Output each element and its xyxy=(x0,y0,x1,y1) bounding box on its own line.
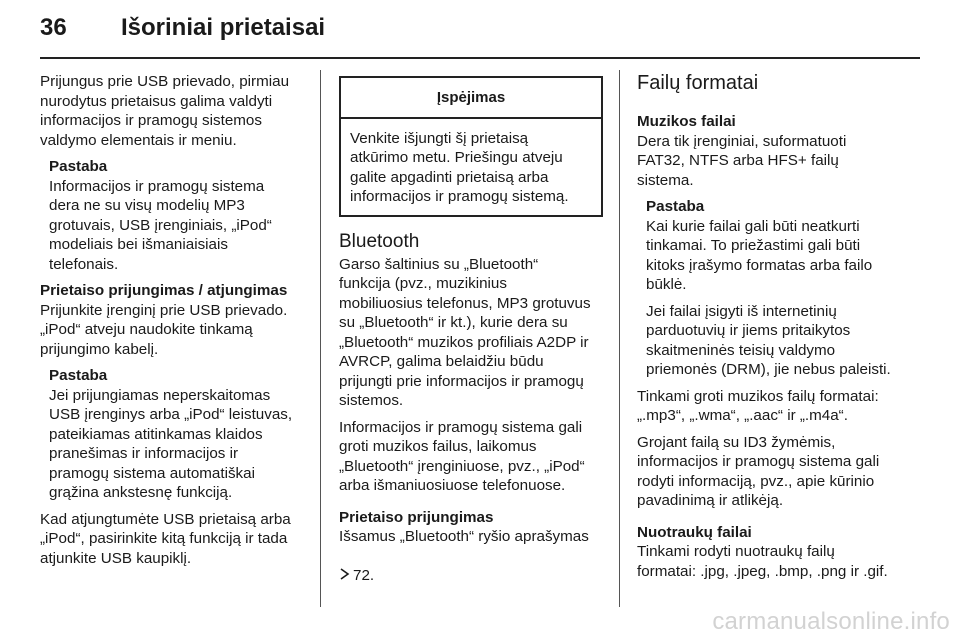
usb-intro-text: Prijungus prie USB prievado, pirmiau nurodytus prietaisus galima valdyti informacijos ir pramogų sistemos valdymo elementais ir meniu. xyxy=(40,73,290,149)
warning-text: Venkite išjungti šį prietaisą atkūrimo metu. Priešingu atveju galite apgadinti prietaisą arba informacijos ir pramogų sistemą. xyxy=(350,129,569,205)
note-title: Pastaba xyxy=(49,367,108,384)
note-box-1 xyxy=(49,157,312,274)
page-number: 36 xyxy=(40,14,67,41)
note-text: Informacijos ir pramogų sistema dera ne su visų modelių MP3 grotuvais, USB įrenginiais, „iPod“ modeliais bei išmaniaisiais telefonais. xyxy=(49,177,272,273)
connect-subheading: Prietaiso prijungimas / atjungimas xyxy=(40,282,288,299)
page-reference-arrow-icon xyxy=(339,566,353,586)
bluetooth-text-1: Garso šaltinius su „Bluetooth“ funkcija (pvz., muzikinius mobiliuosius telefonus, MP3 grotuvus su „Bluetooth“ ir kt.), kurie dera su „Bluetooth“ muzikos profiliais A2DP ir AVRCP, galima belaidžiu būdu prijungti prie informacijos ir pramogų sistemos. xyxy=(339,255,591,409)
note-text-1: Kai kurie failai gali būti neatkurti tinkamai. To priežastimi gali būti kitoks įrašymo formatas arba failo būklė. xyxy=(646,217,873,293)
column-1 xyxy=(40,72,312,575)
chapter-title: Išoriniai prietaisai xyxy=(121,14,326,41)
music-formats-text: Tinkami groti muzikos failų formatai: „.mp3“, „.wma“, „.aac“ ir „.m4a“. xyxy=(637,387,879,424)
note-box-2 xyxy=(49,366,312,503)
column-3 xyxy=(637,72,927,588)
photo-files-subheading: Nuotraukų failai xyxy=(637,523,752,541)
header-divider xyxy=(40,57,920,59)
bluetooth-connect-text: Išsamus „Bluetooth“ ryšio aprašymas xyxy=(339,528,589,545)
bluetooth-text-2: Informacijos ir pramogų sistema gali groti muzikos failus, laikomus „Bluetooth“ įrenginiuose, pvz., „iPod“ arba išmaniuosiuose telefonuose. xyxy=(339,418,585,494)
note-title: Pastaba xyxy=(49,158,108,175)
bluetooth-connect-subheading: Prietaiso prijungimas xyxy=(339,508,494,526)
note-text: Jei prijungiamas neperskaitomas USB įrenginys arba „iPod“ leistuvas, pateikiamas atitinkamas klaidos pranešimas ir informacijos ir pramogų sistema automatiškai grąžina ankstesnę funkciją. xyxy=(49,386,293,501)
id3-text: Grojant failą su ID3 žymėmis, informacijos ir pramogų sistema gali rodyti informaciją, pvz., apie kūrinio pavadinimą ir atlikėją. xyxy=(637,433,880,509)
watermark: carmanualsonline.info xyxy=(712,608,950,635)
warning-box xyxy=(339,76,603,217)
photo-files-text: Tinkami rodyti nuotraukų failų formatai: .jpg, .jpeg, .bmp, .png ir .gif. xyxy=(637,543,888,580)
file-formats-heading: Failų formatai xyxy=(637,72,759,94)
bluetooth-heading: Bluetooth xyxy=(339,230,420,252)
column-divider-2 xyxy=(619,70,620,607)
warning-title: Įspėjimas xyxy=(341,78,601,119)
note-title: Pastaba xyxy=(646,198,705,215)
column-divider-1 xyxy=(320,70,321,607)
column-2 xyxy=(339,72,603,593)
music-files-subheading: Muzikos failai xyxy=(637,113,736,130)
page-reference-number: 72. xyxy=(353,567,375,584)
music-files-text: Dera tik įrenginiai, suformatuoti FAT32, NTFS arba HFS+ failų sistema. xyxy=(637,132,847,189)
note-text-2: Jei failai įsigyti iš internetinių parduotuvių ir jiems pritaikytos skaitmeninės teisių valdymo priemonės (DRM), jie nebus paleisti. xyxy=(646,302,891,378)
page-reference[interactable] xyxy=(339,547,603,586)
note-box-3 xyxy=(646,197,927,380)
connect-text: Prijunkite įrenginį prie USB prievado. „iPod“ atveju naudokite tinkamą prijungimo kabelį. xyxy=(40,301,288,358)
disconnect-text: Kad atjungtumėte USB prietaisą arba „iPod“, pasirinkite kitą funkciją ir tada atjunkite USB kaupiklį. xyxy=(40,510,291,567)
